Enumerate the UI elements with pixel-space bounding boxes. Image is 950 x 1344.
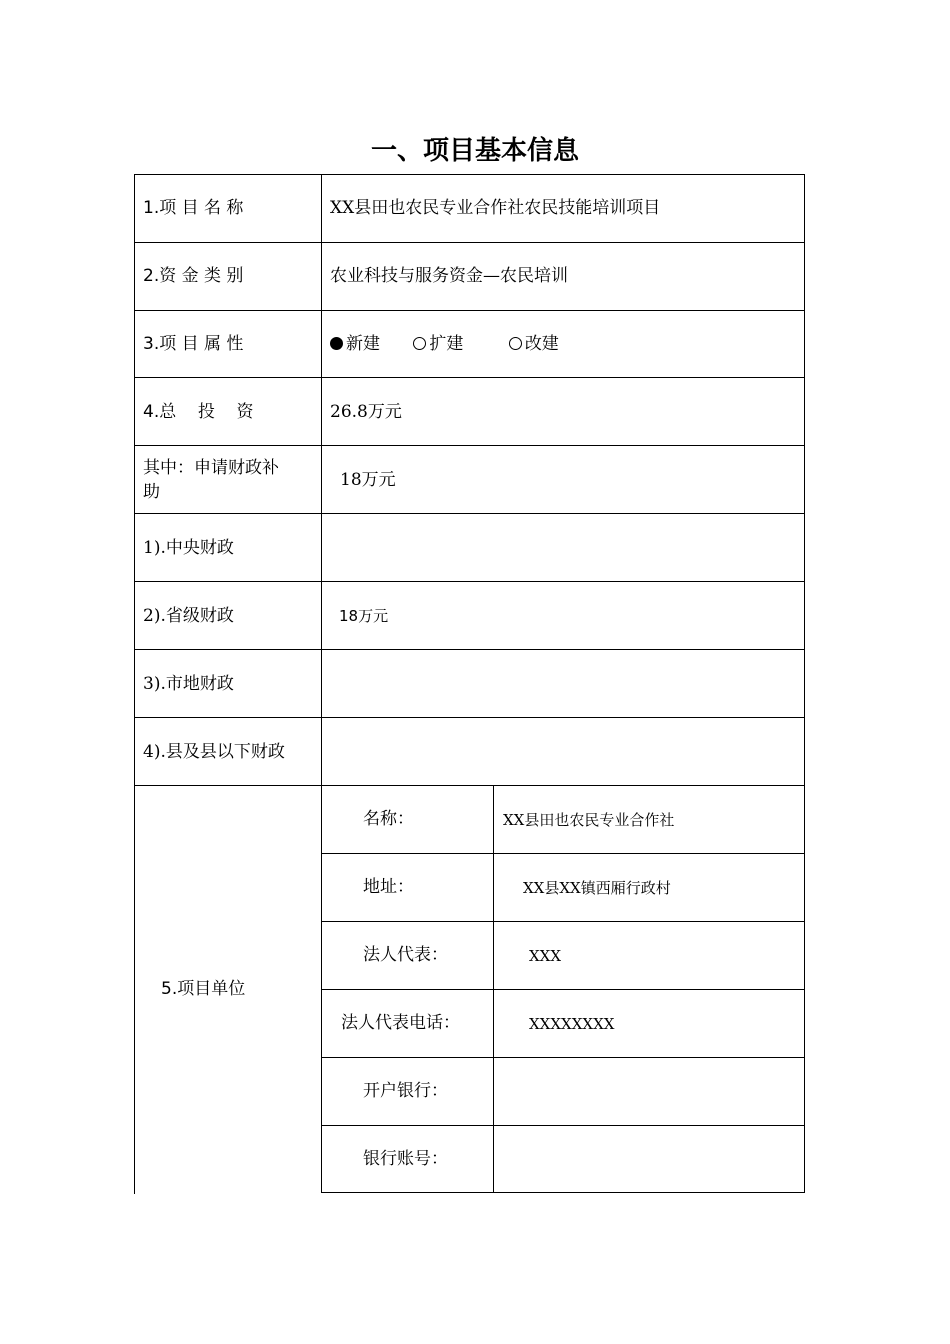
radio-filled-icon (330, 337, 343, 350)
radio-label: 扩建 (429, 334, 464, 354)
row-divider (134, 513, 805, 514)
row-divider (134, 242, 805, 243)
row-divider (321, 1125, 805, 1126)
column-divider (493, 785, 494, 1193)
legal-rep-phone-label: 法人代表电话： (341, 1013, 460, 1033)
provincial-finance-label: 2).省级财政 (143, 606, 234, 626)
unit-name-label: 名称： (363, 809, 414, 829)
county-finance-label: 4).县及县以下财政 (143, 742, 285, 762)
project-info-table (134, 174, 805, 1194)
bank-account-label: 银行账号： (363, 1149, 448, 1169)
row-divider (321, 989, 805, 990)
row-divider (321, 853, 805, 854)
fund-category-value: 农业科技与服务资金—农民培训 (330, 266, 568, 286)
row-divider (134, 445, 805, 446)
project-attribute-options (330, 332, 587, 356)
table-border-left (134, 174, 135, 1194)
city-finance-label: 3).市地财政 (143, 674, 234, 694)
radio-label: 改建 (524, 334, 559, 354)
radio-empty-icon (413, 337, 426, 350)
radio-empty-icon (509, 337, 522, 350)
legal-rep-label: 法人代表： (363, 945, 448, 965)
legal-rep-value: XXX (529, 947, 562, 965)
project-unit-label: 5.项目单位 (161, 979, 246, 999)
provincial-finance-value: 18万元 (339, 607, 389, 625)
table-border-top (134, 174, 805, 175)
subsidy-label-line1: 其中：申请财政补 (143, 458, 279, 478)
radio-expand[interactable] (413, 332, 463, 356)
column-divider (321, 174, 322, 1193)
table-border-bottom (321, 1192, 805, 1193)
table-border-right (804, 174, 805, 1193)
unit-address-value: XX县XX镇西厢行政村 (523, 879, 671, 897)
total-investment-label: 4.总 投 资 (143, 402, 254, 422)
row-divider (134, 649, 805, 650)
bank-label: 开户银行： (363, 1081, 448, 1101)
unit-name-value: XX县田也农民专业合作社 (503, 811, 675, 829)
row-divider (134, 310, 805, 311)
central-finance-label: 1).中央财政 (143, 538, 234, 558)
project-name-value: XX县田也农民专业合作社农民技能培训项目 (330, 198, 661, 218)
legal-rep-phone-value: XXXXXXXX (529, 1015, 615, 1033)
row-divider (321, 1057, 805, 1058)
row-divider (134, 717, 805, 718)
row-divider (134, 581, 805, 582)
project-attribute-label: 3.项 目 属 性 (143, 334, 244, 354)
unit-address-label: 地址： (363, 877, 414, 897)
radio-new-build[interactable] (330, 332, 380, 356)
fund-category-label: 2.资 金 类 别 (143, 266, 244, 286)
subsidy-label-line2: 助 (143, 482, 160, 502)
subsidy-value: 18万元 (340, 470, 396, 490)
row-divider (134, 377, 805, 378)
radio-label: 新建 (346, 334, 380, 354)
project-name-label: 1.项 目 名 称 (143, 198, 244, 218)
page-title: 一、项目基本信息 (370, 136, 579, 166)
row-divider (321, 921, 805, 922)
total-investment-value: 26.8万元 (330, 402, 402, 422)
radio-rebuild[interactable] (509, 332, 559, 356)
row-divider (134, 785, 805, 786)
